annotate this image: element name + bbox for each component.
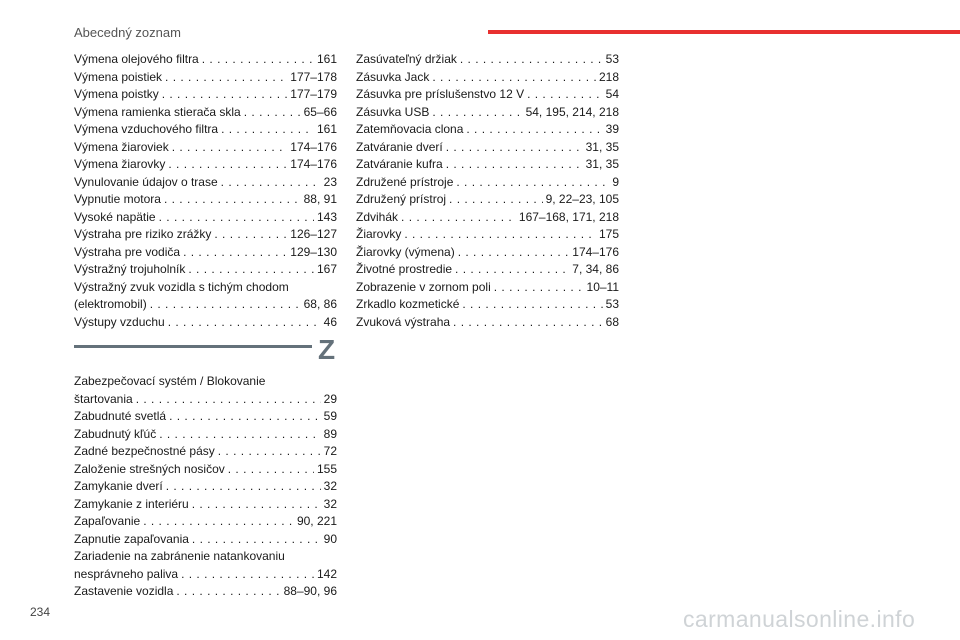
- dot-leader: [181, 566, 314, 584]
- index-entry: [74, 174, 337, 192]
- index-entry-pages: 10–11: [586, 279, 619, 294]
- index-entry-term: Žiarovky (výmena): [356, 244, 455, 259]
- index-entry-pages: 9: [612, 174, 619, 189]
- index-entry-pages: 39: [605, 122, 619, 136]
- dot-leader: [494, 279, 584, 297]
- index-entry: [356, 121, 619, 139]
- index-entry-pages: 23: [323, 174, 337, 189]
- index-entry-term: Zabudnutý kľúč: [74, 426, 157, 441]
- index-entry-pages: 161: [316, 122, 337, 136]
- index-entry-pages: 177–178: [290, 69, 337, 84]
- index-entry-pages: 161: [316, 52, 337, 66]
- dot-leader: [214, 226, 287, 244]
- index-entry: [74, 531, 337, 549]
- dot-leader: [466, 121, 602, 139]
- dot-leader: [446, 139, 583, 157]
- index-entry: [74, 191, 337, 209]
- index-entry-term: Zamykanie z interiéru: [74, 496, 189, 511]
- index-entry-pages: 90: [323, 531, 337, 546]
- index-entry-term-line: Výstražný zvuk vozidla s tichým chodom: [74, 279, 289, 294]
- dot-leader: [150, 296, 301, 314]
- index-entry-pages: 167: [316, 262, 337, 276]
- index-entry: [74, 244, 337, 262]
- index-entry-term: Výmena vzduchového filtra: [74, 122, 219, 136]
- index-entry-pages: 167–168, 171, 218: [518, 209, 619, 224]
- index-entry-term: Zapaľovanie: [74, 514, 141, 528]
- index-entry-pages: 59: [323, 409, 337, 423]
- dot-leader: [462, 296, 602, 314]
- dot-leader: [432, 104, 522, 122]
- index-entry: [356, 261, 619, 279]
- dot-leader: [162, 86, 288, 104]
- index-entry: [356, 226, 619, 244]
- index-entry: [74, 209, 337, 227]
- index-entry-pages: 143: [316, 209, 337, 224]
- index-entry: [74, 496, 337, 514]
- dot-leader: [172, 139, 288, 157]
- index-entry-pages: 68: [605, 314, 619, 329]
- index-entry-term: Zabudnuté svetlá: [74, 409, 167, 423]
- dot-leader: [432, 69, 596, 87]
- index-entry-pages: 174–176: [290, 157, 337, 171]
- index-entry-term: Výstupy vzduchu: [74, 314, 165, 329]
- index-entry: [356, 279, 619, 297]
- index-entry: [356, 69, 619, 87]
- index-entry-pages: 53: [605, 297, 619, 311]
- index-entry-term: Založenie strešných nosičov: [74, 461, 225, 476]
- dot-leader: [168, 314, 321, 332]
- index-entry: [356, 156, 619, 174]
- index-entry-term: Zásuvka Jack: [356, 69, 430, 84]
- dot-leader: [165, 69, 287, 87]
- dot-leader: [456, 174, 609, 192]
- dot-leader: [159, 209, 314, 227]
- index-entry: [74, 408, 337, 426]
- index-entry-pages: 53: [605, 52, 619, 66]
- dot-leader: [176, 583, 280, 601]
- index-entry-pages: 89: [323, 426, 337, 441]
- index-entry-pages: 90, 221: [296, 514, 337, 528]
- index-entry: [74, 391, 337, 409]
- index-entry: [74, 139, 337, 157]
- index-entry-term: Výstraha pre riziko zrážky: [74, 227, 212, 241]
- index-entry: [74, 478, 337, 496]
- index-entry: [74, 261, 337, 279]
- dot-leader: [527, 86, 603, 104]
- watermark-text: carmanualsonline.info: [683, 606, 916, 632]
- dot-leader: [143, 513, 294, 531]
- index-column-z: [74, 373, 337, 601]
- dot-leader: [404, 226, 596, 244]
- section-letter: Z: [318, 334, 336, 365]
- index-entry: [74, 443, 337, 461]
- index-entry-term: Vypnutie motora: [74, 192, 161, 206]
- index-entry: [356, 174, 619, 192]
- dot-leader: [202, 51, 314, 69]
- index-entry-pages: 155: [316, 461, 337, 476]
- dot-leader: [401, 209, 516, 227]
- index-entry: [356, 51, 619, 69]
- index-entry-term: Zdvihák: [356, 209, 399, 224]
- index-entry-pages: 32: [323, 479, 337, 493]
- dot-leader: [449, 191, 543, 209]
- index-entry: [74, 461, 337, 479]
- index-entry-pages: 129–130: [290, 244, 337, 259]
- index-entry: [74, 513, 337, 531]
- index-entry-term: Zásuvka pre príslušenstvo 12 V: [356, 87, 525, 101]
- index-column-left: [74, 51, 337, 331]
- index-entry-term: štartovania: [74, 391, 133, 406]
- index-entry-term: Združený prístroj: [356, 192, 447, 206]
- index-entry-pages: 46: [323, 314, 337, 329]
- index-entry: [356, 191, 619, 209]
- page-header-title: Abecedný zoznam: [74, 25, 181, 40]
- index-entry: [74, 51, 337, 69]
- index-entry-term: Výmena ramienka stierača skla: [74, 104, 241, 119]
- index-entry-term: Zapnutie zapaľovania: [74, 531, 189, 546]
- index-entry-pages: 7, 34, 86: [572, 262, 619, 276]
- index-entry-pages: 88, 91: [303, 192, 337, 206]
- dot-leader: [159, 426, 320, 444]
- index-entry: [74, 314, 337, 332]
- index-entry-pages: 31, 35: [585, 157, 619, 171]
- index-entry-term: Zrkadlo kozmetické: [356, 297, 460, 311]
- index-entry-term: Výmena poistky: [74, 87, 159, 101]
- index-entry: [356, 314, 619, 332]
- index-entry-pages: 174–176: [572, 244, 619, 259]
- header-accent-bar: [488, 30, 960, 34]
- index-entry-term: nesprávneho paliva: [74, 566, 179, 581]
- index-entry-term: Vynulovanie údajov o trase: [74, 174, 218, 189]
- dot-leader: [164, 191, 301, 209]
- dot-leader: [458, 244, 570, 262]
- index-column-right: [356, 51, 619, 331]
- dot-leader: [192, 496, 321, 514]
- index-entry-pages: 142: [316, 566, 337, 581]
- index-entry: [74, 69, 337, 87]
- index-entry-pages: 88–90, 96: [283, 584, 337, 598]
- index-entry-term: Zamykanie dverí: [74, 479, 163, 493]
- dot-leader: [221, 174, 321, 192]
- dot-leader: [183, 244, 287, 262]
- index-entry-term: Výmena žiarovky: [74, 157, 166, 171]
- index-entry-pages: 65–66: [303, 104, 337, 119]
- index-entry-term: Žiarovky: [356, 227, 402, 241]
- dot-leader: [218, 443, 321, 461]
- page-number: 234: [30, 605, 51, 619]
- dot-leader: [244, 104, 301, 122]
- index-entry: [356, 209, 619, 227]
- index-entry-pages: 54, 195, 214, 218: [525, 104, 619, 119]
- index-entry-pages: 126–127: [290, 227, 337, 241]
- index-entry: [356, 244, 619, 262]
- dot-leader: [192, 531, 321, 549]
- index-entry: [74, 583, 337, 601]
- index-entry-term: Výmena žiaroviek: [74, 139, 169, 154]
- index-entry-pages: 175: [598, 227, 619, 241]
- index-entry-term: Zvuková výstraha: [356, 314, 451, 329]
- index-entry-term-line: Zariadenie na zabránenie natankovaniu: [74, 549, 285, 563]
- index-entry-term: (elektromobil): [74, 297, 147, 311]
- index-entry-pages: 54: [605, 87, 619, 101]
- index-entry-pages: 9, 22–23, 105: [545, 192, 619, 206]
- index-entry-pages: 177–179: [290, 87, 337, 101]
- index-entry-pages: 72: [323, 444, 337, 458]
- section-divider: [74, 345, 312, 348]
- index-entry: [74, 86, 337, 104]
- dot-leader: [166, 478, 321, 496]
- index-entry: [74, 426, 337, 444]
- index-entry-term: Výmena poistiek: [74, 69, 163, 84]
- index-entry: [74, 296, 337, 314]
- dot-leader: [228, 461, 314, 479]
- index-entry-term: Združené prístroje: [356, 174, 454, 189]
- index-entry-term: Výmena olejového filtra: [74, 52, 199, 66]
- index-entry: [356, 139, 619, 157]
- index-entry-term: Zásuvka USB: [356, 104, 430, 119]
- dot-leader: [168, 156, 287, 174]
- index-entry-term: Zastavenie vozidla: [74, 584, 174, 598]
- index-entry-pages: 32: [323, 496, 337, 511]
- index-entry-pages: 174–176: [290, 139, 337, 154]
- index-entry: [356, 296, 619, 314]
- index-entry-term-line: Zabezpečovací systém / Blokovanie: [74, 374, 266, 388]
- index-entry-term: Výstražný trojuholník: [74, 262, 186, 276]
- dot-leader: [221, 121, 314, 139]
- index-entry-term: Zatváranie kufra: [356, 157, 443, 171]
- index-entry: [356, 104, 619, 122]
- index-entry: [74, 226, 337, 244]
- dot-leader: [188, 261, 314, 279]
- dot-leader: [453, 314, 603, 332]
- index-entry-pages: 31, 35: [585, 139, 619, 154]
- index-entry-pages: 68, 86: [303, 297, 337, 311]
- index-entry: [356, 86, 619, 104]
- index-entry-term: Zatemňovacia clona: [356, 122, 464, 136]
- dot-leader: [460, 51, 603, 69]
- index-entry-pages: 29: [323, 391, 337, 406]
- dot-leader: [446, 156, 583, 174]
- index-entry-term: Zasúvateľný držiak: [356, 52, 457, 66]
- dot-leader: [169, 408, 321, 426]
- dot-leader: [136, 391, 321, 409]
- index-entry: [74, 104, 337, 122]
- index-entry-term: Výstraha pre vodiča: [74, 244, 181, 259]
- index-entry-term: Zatváranie dverí: [356, 139, 443, 154]
- dot-leader: [455, 261, 569, 279]
- index-entry-pages: 218: [598, 69, 619, 84]
- index-entry-term: Vysoké napätie: [74, 209, 156, 224]
- index-entry: [74, 566, 337, 584]
- index-entry: [74, 156, 337, 174]
- index-entry-term: Životné prostredie: [356, 262, 453, 276]
- index-entry-term: Zadné bezpečnostné pásy: [74, 444, 215, 458]
- index-entry-term: Zobrazenie v zornom poli: [356, 279, 491, 294]
- index-entry: [74, 121, 337, 139]
